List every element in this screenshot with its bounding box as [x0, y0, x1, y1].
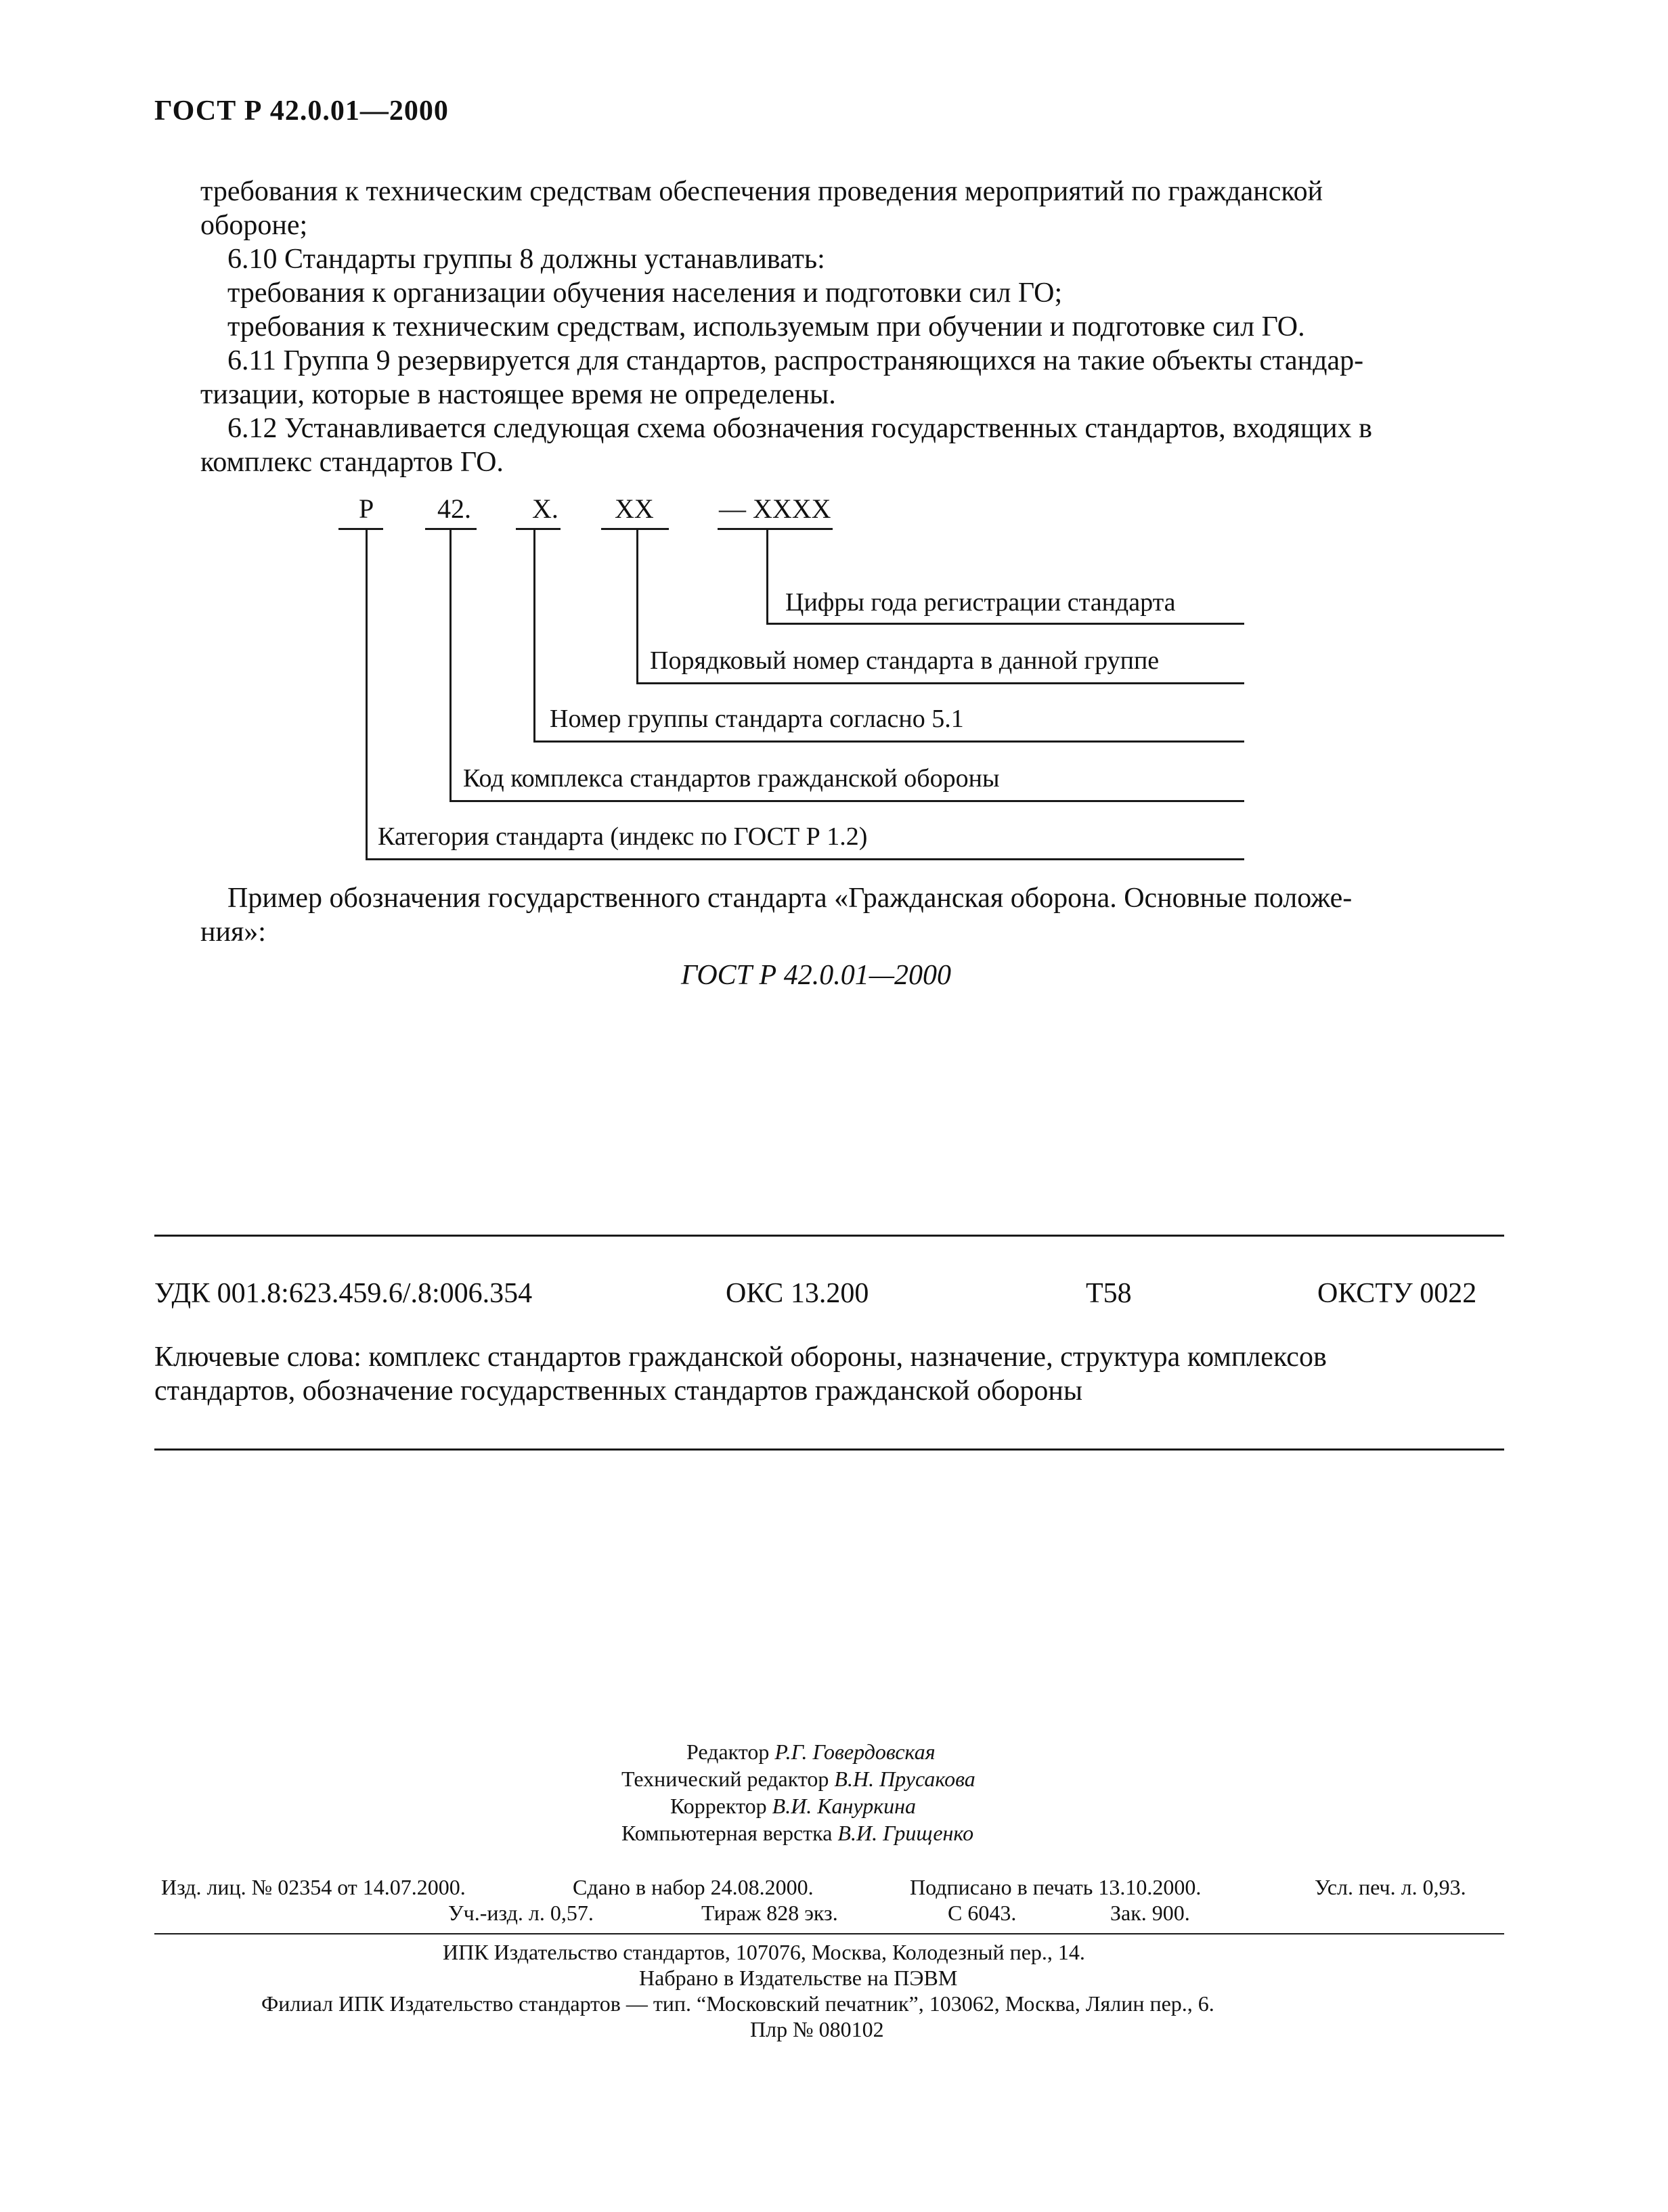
example-text-line2: ния»:: [200, 916, 266, 948]
example-designation: ГОСТ Р 42.0.01—2000: [681, 960, 952, 991]
imprint-pub-sheets: Уч.-изд. л. 0,57.: [448, 1901, 594, 1925]
scheme-connector-year: [766, 529, 768, 624]
document-header: ГОСТ Р 42.0.01—2000: [154, 95, 449, 127]
credit-role: Корректор: [670, 1794, 767, 1818]
scheme-label-year: Цифры года регистрации стандарта: [785, 588, 1176, 617]
divider-bottom: [154, 1448, 1504, 1451]
paragraph-6-11-line2: тизации, которые в настоящее время не определены.: [200, 379, 836, 410]
credit-editor: [686, 1740, 936, 1765]
scheme-label-number: Порядковый номер стандарта в данной группе: [650, 646, 1160, 675]
paragraph-6-10: 6.10 Стандарты группы 8 должны устанавливать:: [227, 244, 825, 275]
imprint-c-number: С 6043.: [948, 1901, 1017, 1925]
scheme-connector-category: [366, 529, 368, 860]
scheme-code-year: — ХХХХ: [719, 493, 831, 524]
scheme-connector-number: [636, 529, 638, 684]
keywords-line2: стандартов, обозначение государственных стандартов гражданской обороны: [154, 1375, 1083, 1407]
paragraph-6-10-item2: требования к техническим средствам, используемым при обучении и подготовке сил ГО.: [227, 311, 1305, 342]
paragraph-continuation-line1: требования к техническим средствам обеспечения проведения мероприятий по гражданской: [200, 176, 1323, 207]
paragraph-continuation-line2: обороне;: [200, 210, 308, 241]
imprint-print-sheets: Усл. печ. л. 0,93.: [1315, 1875, 1466, 1899]
scheme-label-complex: Код комплекса стандартов гражданской обороны: [463, 764, 1000, 793]
scheme-label-category: Категория стандарта (индекс по ГОСТ Р 1.2): [378, 822, 868, 851]
credit-role: Редактор: [686, 1740, 770, 1764]
scheme-underline-category: [338, 528, 383, 530]
scheme-underline-group: [516, 528, 561, 530]
imprint-signed: Подписано в печать 13.10.2000.: [910, 1875, 1202, 1899]
scheme-rule-year: [766, 623, 1244, 625]
scheme-underline-year: [718, 528, 833, 530]
credit-name: В.И. Грищенко: [837, 1821, 974, 1845]
divider-imprint: [154, 1933, 1504, 1934]
scheme-rule-complex: [449, 800, 1244, 802]
imprint-typeset: Сдано в набор 24.08.2000.: [573, 1875, 814, 1899]
okstu-code: ОКСТУ 0022: [1317, 1278, 1477, 1309]
paragraph-6-11-line1: 6.11 Группа 9 резервируется для стандартов, распространяющихся на такие объекты стандар-: [227, 345, 1364, 376]
scheme-rule-category: [366, 858, 1244, 860]
scheme-connector-complex: [449, 529, 452, 801]
credit-role: Технический редактор: [621, 1767, 829, 1791]
scheme-code-group: Х.: [532, 493, 558, 524]
keywords-line1: Ключевые слова: комплекс стандартов гражданской обороны, назначение, структура комплексов: [154, 1342, 1327, 1373]
imprint-circulation: Тираж 828 экз.: [701, 1901, 838, 1925]
scheme-label-group: Номер группы стандарта согласно 5.1: [550, 705, 964, 733]
t-code: Т58: [1086, 1278, 1132, 1309]
paragraph-6-12-line2: комплекс стандартов ГО.: [200, 447, 504, 478]
credit-corrector: [670, 1794, 916, 1819]
publisher-line1: ИПК Издательство стандартов, 107076, Москва, Колодезный пер., 14.: [443, 1940, 1085, 1964]
credit-layout: [621, 1821, 973, 1846]
paragraph-6-12-line1: 6.12 Устанавливается следующая схема обозначения государственных стандартов, входящих в: [227, 413, 1372, 444]
example-text-line1: Пример обозначения государственного стандарта «Гражданская оборона. Основные положе-: [227, 883, 1353, 914]
scheme-code-complex: 42.: [437, 493, 471, 524]
credit-name: В.Н. Прусакова: [834, 1767, 975, 1791]
udk-code: УДК 001.8:623.459.6/.8:006.354: [154, 1278, 533, 1309]
publisher-line2: Набрано в Издательстве на ПЭВМ: [639, 1966, 958, 1990]
divider-top: [154, 1235, 1504, 1237]
scheme-connector-group: [533, 529, 535, 742]
imprint-license: Изд. лиц. № 02354 от 14.07.2000.: [161, 1875, 466, 1899]
imprint-order: Зак. 900.: [1110, 1901, 1190, 1925]
credit-name: Р.Г. Говердовская: [774, 1740, 936, 1764]
credit-role: Компьютерная верстка: [621, 1821, 833, 1845]
credit-name: В.И. Кануркина: [772, 1794, 917, 1818]
paragraph-6-10-item1: требования к организации обучения населения и подготовки сил ГО;: [227, 278, 1063, 309]
scheme-code-number: ХХ: [615, 493, 654, 524]
credit-tech-editor: [621, 1767, 975, 1792]
scheme-rule-group: [533, 740, 1244, 743]
scheme-code-category: Р: [359, 493, 374, 524]
publisher-line4: Плр № 080102: [750, 2017, 884, 2041]
publisher-line3: Филиал ИПК Издательство стандартов — тип. “Московский печатник”, 103062, Москва, Лялин пер., 6.: [261, 1991, 1214, 2016]
oks-code: ОКС 13.200: [726, 1278, 869, 1309]
scheme-rule-number: [636, 682, 1244, 684]
scheme-underline-number: [601, 528, 669, 530]
